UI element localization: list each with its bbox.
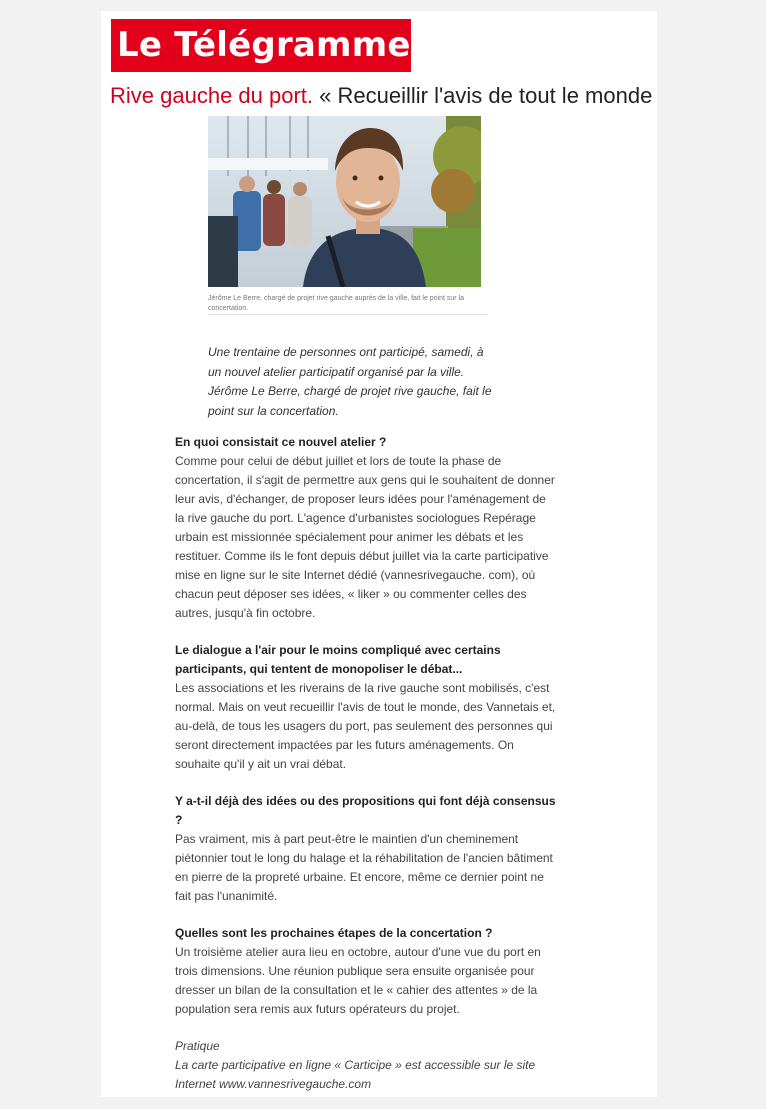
- headline-kicker: Rive gauche du port.: [110, 83, 314, 108]
- headline: [110, 81, 655, 111]
- photo-caption: Jérôme Le Berre, chargé de projet rive gauche auprès de la ville, fait le point sur la concertation.: [208, 295, 465, 312]
- lead-paragraph: Une trentaine de personnes ont participé, samedi, à un nouvel atelier participatif organisé par la ville. Jérôme Le Berre, chargé de projet rive gauche, fait le point sur la concertation.: [208, 345, 492, 418]
- masthead-logo: Le Télégramme: [111, 19, 411, 72]
- question: Y a-t-il déjà des idées ou des propositions qui font déjà consensus ?: [175, 794, 556, 827]
- pratique-label: Pratique: [175, 1039, 220, 1053]
- portrait-photo-illustration: [208, 116, 481, 287]
- headline-title: « Recueillir l'avis de tout le monde: [319, 83, 653, 108]
- pratique-box: [175, 1037, 557, 1094]
- question: En quoi consistait ce nouvel atelier ?: [175, 435, 387, 449]
- qa-item: [175, 792, 557, 906]
- article-photo: [208, 116, 481, 287]
- question: Le dialogue a l'air pour le moins compliqué avec certains participants, qui tentent de monopoliser le débat...: [175, 643, 501, 676]
- qa-item: [175, 641, 557, 774]
- answer: Comme pour celui de début juillet et lors de toute la phase de concertation, il s'agit de permettre aux gens qui le souhaitent de donner leur avis, d'échanger, de proposer leurs idées pour l'aménagement de la rive gauche du port. L'agence d'urbanistes sociologues Repérage urbain est missionnée spécialement pour animer les débats et les restituer. Comme ils le font depuis début juillet via la carte participative mise en ligne sur le site Internet dédié (vannesrivegauche. com), où chacun peut déposer ses idées, « liker » ou commenter celles des autres, jusqu'à fin octobre.: [175, 454, 555, 620]
- caption-divider: [208, 314, 488, 315]
- qa-item: [175, 924, 557, 1019]
- question: Quelles sont les prochaines étapes de la concertation ?: [175, 926, 493, 940]
- article-body: [175, 433, 557, 1094]
- answer: Pas vraiment, mis à part peut-être le maintien d'un cheminement piétonnier tout le long du halage et la réhabilitation de l'ancien bâtiment en pierre de la propreté urbaine. Et encore, même ce dernier point ne fait pas l'unanimité.: [175, 832, 553, 903]
- answer: Les associations et les riverains de la rive gauche sont mobilisés, c'est normal. Mais on veut recueillir l'avis de tout le monde, des Vannetais et, au-delà, de tous les usagers du port, pas seulement des personnes qui seront directement impactées par les futurs aménagements. On souhaite qu'il y ait un vrai débat.: [175, 681, 556, 771]
- pratique-text: La carte participative en ligne « Carticipe » est accessible sur le site Internet www.vannesrivegauche.com: [175, 1058, 536, 1091]
- article-page: [101, 11, 657, 1097]
- answer: Un troisième atelier aura lieu en octobre, autour d'une vue du port en trois dimensions. Une réunion publique sera ensuite organisée pour dresser un bilan de la consultation et le « cahier des attentes » de la population sera remis aux futurs opérateurs du projet.: [175, 945, 541, 1016]
- qa-item: [175, 433, 557, 623]
